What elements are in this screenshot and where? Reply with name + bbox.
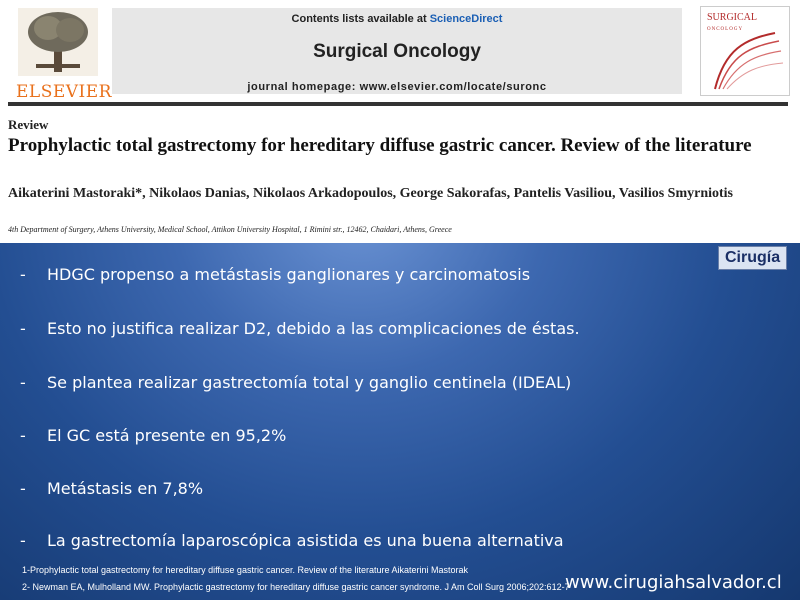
website-url[interactable]: www.cirugiahsalvador.cl <box>565 572 782 593</box>
sciencedirect-link[interactable]: ScienceDirect <box>429 13 503 25</box>
cirugia-badge: Cirugía <box>718 246 787 270</box>
bullet-text: La gastrectomía laparoscópica asistida es una buena alternativa <box>47 530 564 550</box>
article-authors: Aikaterini Mastoraki*, Nikolaos Danias, Nikolaos Arkadopoulos, George Sakorafas, Pantelis Vasiliou, Vasilios Smyrniotis <box>8 186 733 201</box>
bullet-item <box>20 369 571 395</box>
article-title: Prophylactic total gastrectomy for hereditary diffuse gastric cancer. Review of the literature <box>8 135 752 156</box>
journal-homepage: journal homepage: www.elsevier.com/locate/suronc <box>247 81 547 93</box>
elsevier-wordmark: ELSEVIER <box>16 82 112 102</box>
bullet-text: Se plantea realizar gastrectomía total y ganglio centinela (IDEAL) <box>47 372 572 392</box>
bullet-item <box>20 261 530 287</box>
bullet-dash: - <box>20 425 26 445</box>
bullet-text: Esto no justifica realizar D2, debido a las complicaciones de éstas. <box>47 318 580 338</box>
reference-2: 2- Newman EA, Mulholland MW. Prophylactic gastrectomy for hereditary diffuse gastric cancer syndrome. J Am Coll Surg 2006;202:612-7 <box>22 582 570 592</box>
bullet-item <box>20 527 564 553</box>
bullet-dash: - <box>20 264 26 284</box>
bullet-dash: - <box>20 478 26 498</box>
bullet-item <box>20 475 203 501</box>
journal-name: Surgical Oncology <box>313 41 481 62</box>
reference-1: 1-Prophylactic total gastrectomy for hereditary diffuse gastric cancer. Review of the literature Aikaterini Mastorak <box>22 565 469 575</box>
bullet-text: Metástasis en 7,8% <box>47 478 204 498</box>
bullet-item <box>20 315 580 341</box>
bullet-item <box>20 422 286 448</box>
bullet-dash: - <box>20 530 26 550</box>
bullet-dash: - <box>20 372 26 392</box>
cover-subtitle: ONCOLOGY <box>707 27 744 32</box>
article-affiliation: 4th Department of Surgery, Athens University, Medical School, Attikon University Hospital, 1 Rimini str., 12462, Chaidari, Athens, Greece <box>8 225 452 234</box>
cover-title-text: SURGICAL <box>707 12 758 23</box>
contents-prefix: Contents lists available at <box>291 13 430 25</box>
bullet-dash: - <box>20 318 26 338</box>
bullet-text: HDGC propenso a metástasis ganglionares y carcinomatosis <box>47 264 531 284</box>
article-type: Review <box>8 117 49 132</box>
bullet-text: El GC está presente en 95,2% <box>47 425 287 445</box>
